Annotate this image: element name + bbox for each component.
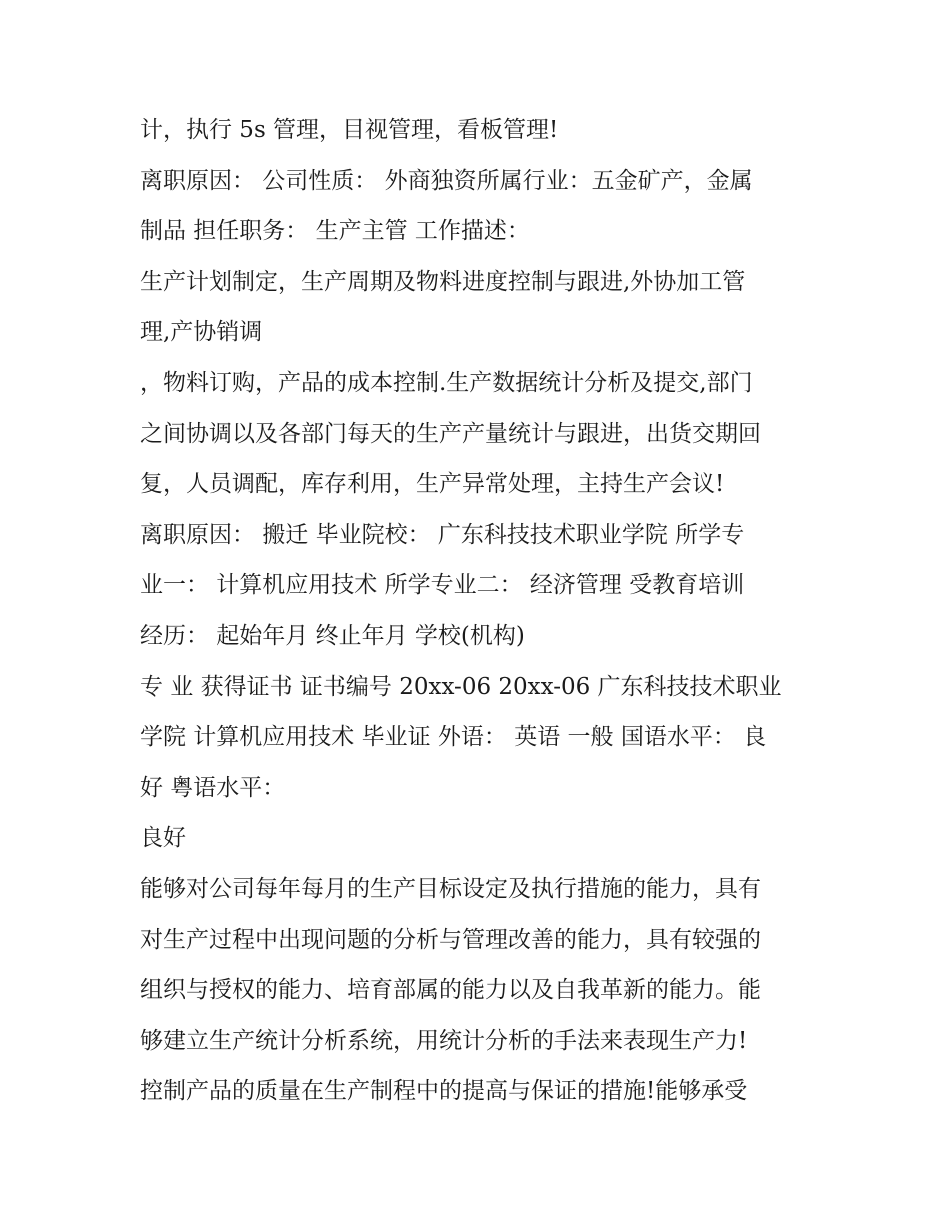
text-line: 学院 计算机应用技术 毕业证 外语： 英语 一般 国语水平： 良 [140, 724, 767, 751]
text-line: 控制产品的质量在生产制程中的提高与保证的措施!能够承受 [140, 1078, 748, 1105]
text-line: 生产计划制定，生产周期及物料进度控制与跟进,外协加工管 [140, 268, 746, 295]
text-line: 对生产过程中出现问题的分析与管理改善的能力，具有较强的 [140, 926, 761, 953]
text-line: 业一： 计算机应用技术 所学专业二： 经济管理 受教育培训 [140, 572, 745, 599]
text-line: 计，执行 5s 管理，目视管理，看板管理! [140, 117, 559, 143]
text-line: 专 业 获得证书 证书编号 20xx-06 20xx-06 广东科技技术职业 [140, 673, 782, 700]
text-line: 好 粤语水平： [140, 774, 286, 801]
text-line: 能够对公司每年每月的生产目标设定及执行措施的能力，具有 [140, 875, 761, 902]
text-line: 理,产协销调 [140, 319, 263, 346]
text-line: 制品 担任职务： 生产主管 工作描述： [140, 218, 530, 245]
text-line: 经历： 起始年月 终止年月 学校(机构) [140, 622, 525, 649]
text-line: ，物料订购，产品的成本控制.生产数据统计分析及提交,部门 [140, 369, 753, 396]
text-line: 离职原因： 搬迁 毕业院校： 广东科技技术职业学院 所学专 [140, 521, 745, 548]
text-line: 复，人员调配，库存利用，生产异常处理，主持生产会议! [140, 471, 725, 498]
document-body [140, 105, 820, 1117]
text-line: 组织与授权的能力、培育部属的能力以及自我革新的能力。能 [140, 977, 761, 1004]
text-line: 够建立生产统计分析系统，用统计分析的手法来表现生产力! [140, 1027, 748, 1054]
text-line: 之间协调以及各部门每天的生产产量统计与跟进，出货交期回 [140, 420, 761, 447]
text-line: 良好 [140, 825, 186, 852]
text-line: 离职原因： 公司性质： 外商独资所属行业：五金矿产，金属 [140, 167, 753, 194]
